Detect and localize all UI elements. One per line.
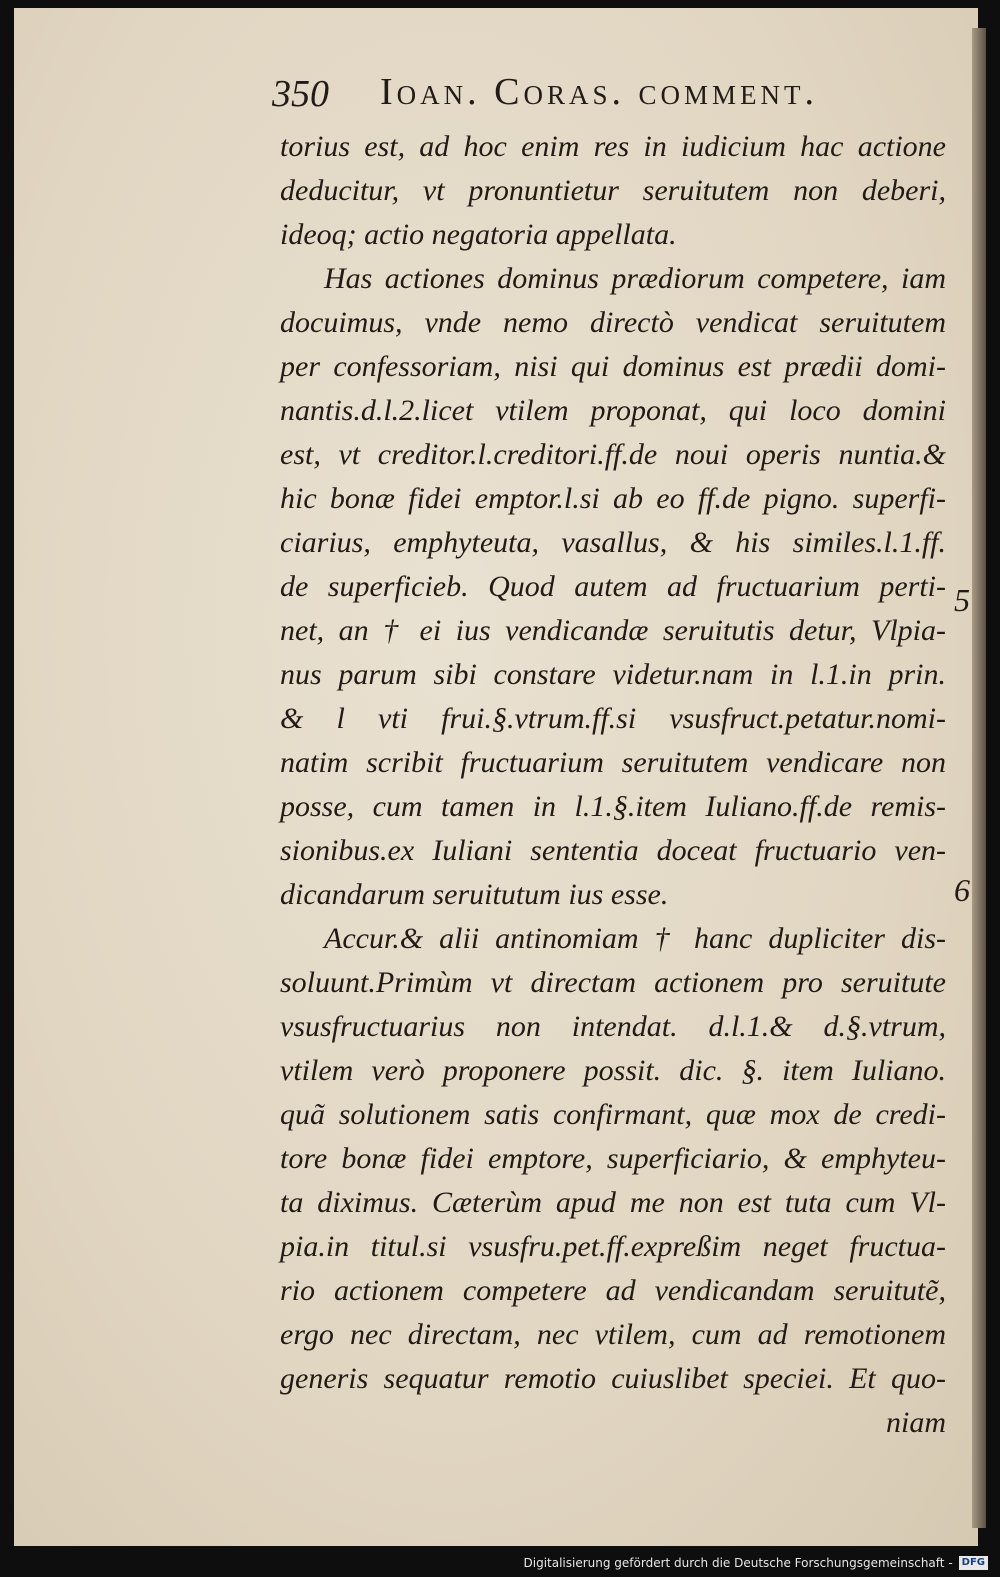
page-edge [972, 28, 986, 1528]
text-line: pia.in titul.si vsusfru.pet.ff.expreßim neget fructua- [280, 1230, 946, 1263]
catchword: niam [886, 1406, 946, 1439]
text-line: ideoq; actio negatoria appellata. [280, 218, 677, 251]
text-line: per confessoriam, nisi qui dominus est prædii domi- [280, 350, 946, 383]
text-line: & l vti frui.§.vtrum.ff.si vsusfruct.petatur.nomi- [280, 702, 946, 735]
text-line: nantis.d.l.2.licet vtilem proponat, qui loco domini [280, 394, 946, 427]
text-line: nus parum sibi constare videtur.nam in l.1.in prin. [280, 658, 946, 691]
page-header [272, 66, 872, 116]
text-line: est, vt creditor.l.creditori.ff.de noui operis nuntia.& [280, 438, 946, 471]
text-line: Has actiones dominus prædiorum competere, iam [324, 262, 946, 295]
text-line: rio actionem competere ad vendicandam seruitutẽ, [280, 1274, 946, 1307]
text-line: natim scribit fructuarium seruitutem vendicare non [280, 746, 946, 779]
text-line: ciarius, emphyteuta, vasallus, & his similes.l.1.ff. [280, 526, 946, 559]
text-line: ta diximus. Cæterùm apud me non est tuta cum Vl- [280, 1186, 946, 1219]
text-line: de superficieb. Quod autem ad fructuarium perti- [280, 570, 946, 603]
text-line: generis sequatur remotio cuiuslibet speciei. Et quo- [280, 1362, 946, 1395]
text-line: docuimus, vnde nemo directò vendicat seruitutem [280, 306, 946, 339]
dfg-logo-icon: DFG [959, 1556, 988, 1570]
digitization-footer [524, 1553, 989, 1573]
text-line: deducitur, vt pronuntietur seruitutem non deberi, [280, 174, 946, 207]
text-line: dicandarum seruitutum ius esse. [280, 878, 669, 911]
text-line: torius est, ad hoc enim res in iudicium hac actione [280, 130, 946, 163]
text-line: quã solutionem satis confirmant, quæ mox de credi- [280, 1098, 946, 1131]
margin-note: 5 [954, 582, 970, 618]
text-line: net, an † ei ius vendicandæ seruitutis detur, Vlpia- [280, 614, 946, 647]
text-line: ergo nec directam, nec vtilem, cum ad remotionem [280, 1318, 946, 1351]
text-line: Accur.& alii antinomiam † hanc dupliciter dis- [324, 922, 946, 955]
text-line: sionibus.ex Iuliani sententia doceat fructuario ven- [280, 834, 946, 867]
text-line: soluunt.Primùm vt directam actionem pro seruitute [280, 966, 946, 999]
text-line: tore bonæ fidei emptore, superficiario, & emphyteu- [280, 1142, 946, 1175]
page-number: 350 [272, 73, 329, 115]
text-line: posse, cum tamen in l.1.§.item Iuliano.ff.de remis- [280, 790, 946, 823]
margin-note: 6 [954, 872, 970, 908]
running-head: Ioan. Coras. comment. [380, 71, 819, 113]
text-line: vtilem verò proponere possit. dic. §. item Iuliano. [280, 1054, 946, 1087]
text-line: hic bonæ fidei emptor.l.si ab eo ff.de pigno. superfi- [280, 482, 946, 515]
footer-text: Digitalisierung gefördert durch die Deutsche Forschungsgemeinschaft - [523, 1556, 953, 1570]
text-line: vsusfructuarius non intendat. d.l.1.& d.§.vtrum, [280, 1010, 946, 1043]
